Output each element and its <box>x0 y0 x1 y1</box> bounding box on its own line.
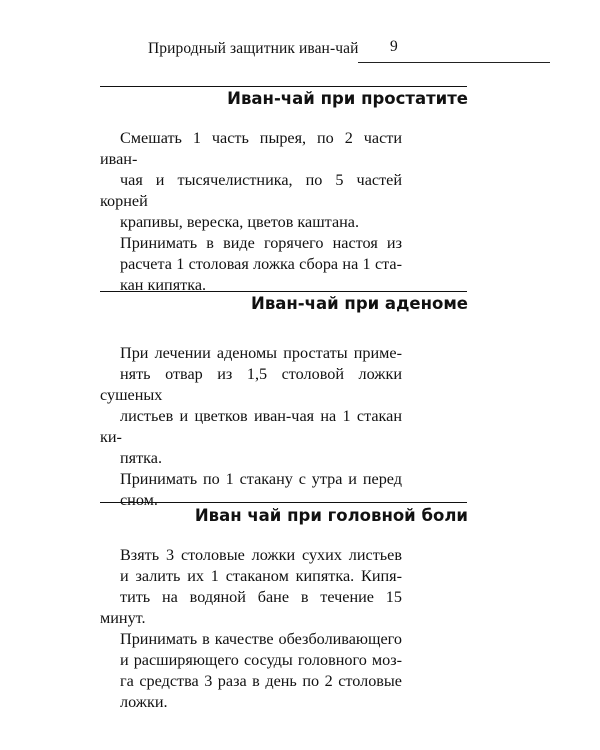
text-line: ложки. <box>120 693 168 711</box>
text-line: кан кипятка. <box>120 276 207 294</box>
section-divider <box>100 291 467 292</box>
paragraph <box>100 469 402 511</box>
section-body <box>100 343 402 511</box>
text-line: га средства 3 раза в день по 2 столовые <box>120 672 402 690</box>
text-line: тить на водяной бане в течение 15 минут. <box>100 588 402 627</box>
running-header-title: Природный защитник иван-чай <box>148 40 359 57</box>
section-heading: Иван-чай при аденоме <box>251 294 468 313</box>
text-line: нять отвар из 1,5 столовой ложки сушеных <box>100 365 402 404</box>
text-line: Принимать в качестве обезболивающего <box>120 630 402 648</box>
text-line: Принимать в виде горячего настоя из <box>120 234 402 252</box>
section-divider <box>100 502 467 503</box>
section-heading: Иван-чай при простатите <box>227 89 468 108</box>
text-line: чая и тысячелистника, по 5 частей корней <box>100 171 402 210</box>
text-line: и расширяющего сосуды головного моз- <box>120 651 402 669</box>
text-line: Взять 3 столовые ложки сухих листьев <box>120 546 402 564</box>
text-line: крапивы, вереска, цветов каштана. <box>120 213 360 231</box>
text-line: листьев и цветков иван-чая на 1 стакан ки- <box>100 407 402 446</box>
section-body <box>100 128 402 296</box>
text-line: Смешать 1 часть пырея, по 2 части иван- <box>100 129 402 168</box>
section-heading: Иван чай при головной боли <box>194 506 468 525</box>
page-number: 9 <box>390 38 398 55</box>
header-rule <box>358 62 550 63</box>
paragraph <box>100 343 402 469</box>
text-line: При лечении аденомы простаты приме- <box>120 344 402 362</box>
text-line: расчета 1 столовая ложка сбора на 1 ста- <box>120 255 402 273</box>
paragraph <box>100 233 402 296</box>
paragraph <box>100 545 402 713</box>
section-body <box>100 545 402 713</box>
text-line: и залить их 1 стаканом кипятка. Кипя- <box>120 567 402 585</box>
text-line: Принимать по 1 стакану с утра и перед <box>120 470 402 488</box>
paragraph <box>100 128 402 233</box>
section-divider <box>100 86 467 87</box>
text-line: пятка. <box>120 449 163 467</box>
text-line: сном. <box>120 491 158 509</box>
